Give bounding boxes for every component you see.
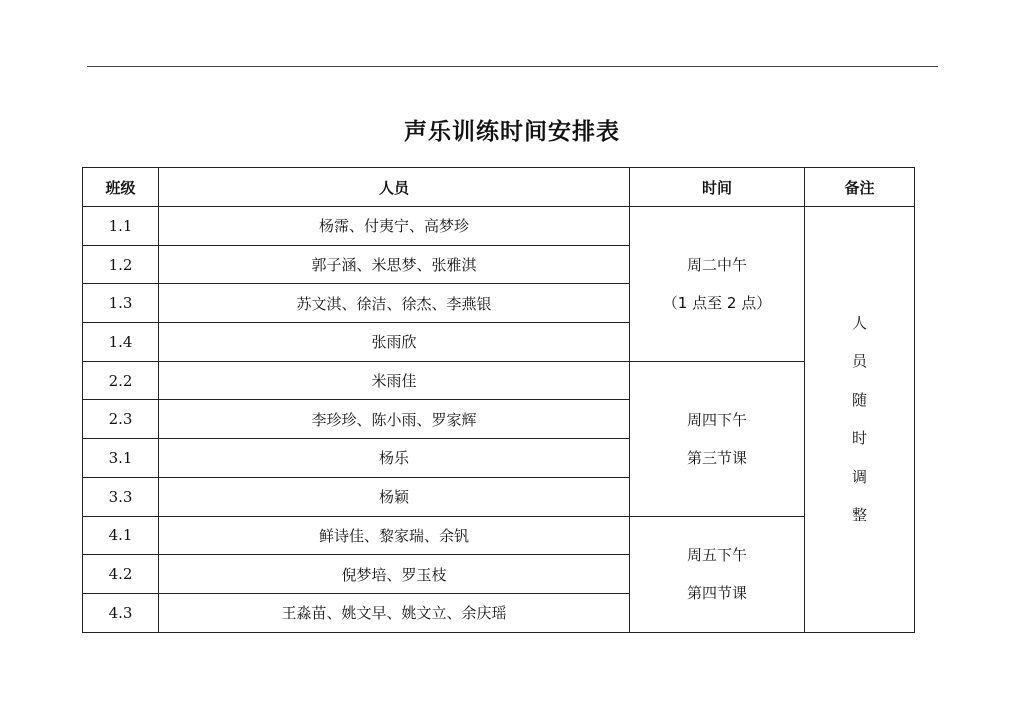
header-rule <box>87 66 938 67</box>
table-row <box>83 207 915 246</box>
people-cell: 杨颖 <box>159 477 630 516</box>
class-cell: 4.3 <box>83 593 159 632</box>
column-header-time: 时间 <box>630 168 805 207</box>
time-day: 周二中午 <box>686 255 747 274</box>
table-row <box>83 516 915 555</box>
class-cell: 4.1 <box>83 516 159 555</box>
class-cell: 3.1 <box>83 439 159 478</box>
note-char: 员 <box>851 352 867 371</box>
people-cell: 李珍珍、陈小雨、罗家辉 <box>159 400 630 439</box>
people-cell: 鲜诗佳、黎家瑞、余钒 <box>159 516 630 555</box>
class-cell: 3.3 <box>83 477 159 516</box>
class-cell: 4.2 <box>83 555 159 594</box>
people-cell: 杨乐 <box>159 439 630 478</box>
class-cell: 1.1 <box>83 207 159 246</box>
note-char: 调 <box>851 467 867 486</box>
class-cell: 1.3 <box>83 284 159 323</box>
column-header-note: 备注 <box>805 168 915 207</box>
people-cell: 杨霈、付夷宁、高梦珍 <box>159 207 630 246</box>
time-day: 周五下午 <box>686 546 747 565</box>
note-char: 整 <box>851 506 867 525</box>
class-cell: 2.3 <box>83 400 159 439</box>
time-day: 周四下午 <box>686 410 747 429</box>
time-period: （1 点至 2 点） <box>662 293 772 312</box>
class-cell: 1.2 <box>83 245 159 284</box>
people-cell: 张雨欣 <box>159 323 630 362</box>
people-cell: 王淼苗、姚文早、姚文立、余庆瑶 <box>159 593 630 632</box>
page-title: 声乐训练时间安排表 <box>404 119 620 145</box>
schedule-table <box>82 167 915 633</box>
table-header-row <box>83 168 915 207</box>
time-cell <box>630 516 805 632</box>
time-cell <box>630 361 805 516</box>
people-cell: 苏文淇、徐洁、徐杰、李燕银 <box>159 284 630 323</box>
column-header-people: 人员 <box>159 168 630 207</box>
table-row <box>83 361 915 400</box>
note-char: 时 <box>851 429 867 448</box>
time-cell <box>630 207 805 362</box>
note-cell <box>805 207 915 633</box>
people-cell: 米雨佳 <box>159 361 630 400</box>
class-cell: 2.2 <box>83 361 159 400</box>
people-cell: 倪梦培、罗玉枝 <box>159 555 630 594</box>
time-period: 第四节课 <box>686 584 747 603</box>
people-cell: 郭子涵、米思梦、张雅淇 <box>159 245 630 284</box>
note-char: 随 <box>851 390 867 409</box>
column-header-class: 班级 <box>83 168 159 207</box>
class-cell: 1.4 <box>83 323 159 362</box>
time-period: 第三节课 <box>686 448 747 467</box>
note-char: 人 <box>851 313 867 332</box>
